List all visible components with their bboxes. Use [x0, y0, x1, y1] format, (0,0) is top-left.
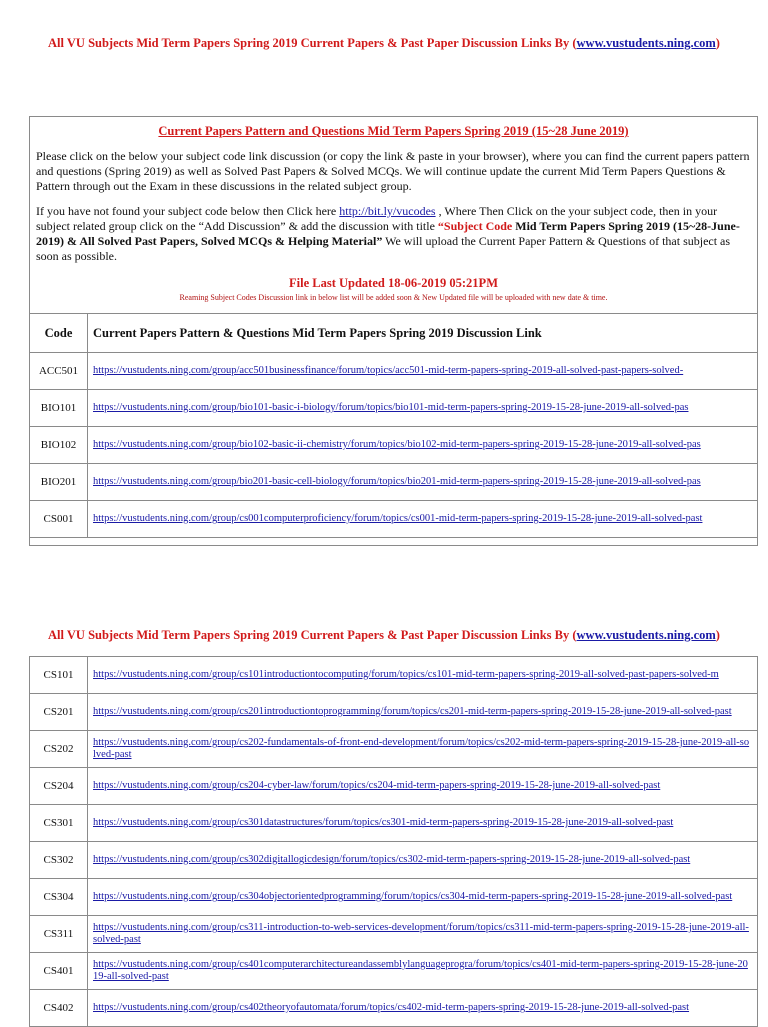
subject-code: CS204: [30, 768, 88, 805]
subject-code: CS101: [30, 657, 88, 694]
para2-title-bold: Mid Term Papers Spring 2019 (15~28-June-2019) & All Solved Past Papers, Solved MCQs & Helping Material”: [36, 219, 740, 248]
table-row: [30, 501, 758, 538]
table-row: [30, 916, 758, 953]
links-table-1: [29, 313, 758, 538]
subject-code: CS402: [30, 990, 88, 1027]
header-site-link[interactable]: www.vustudents.ning.com: [576, 36, 716, 50]
para2-subject-code: “Subject Code: [437, 219, 513, 233]
table-row: [30, 842, 758, 879]
header-site-link[interactable]: www.vustudents.ning.com: [576, 628, 716, 642]
subject-code: CS201: [30, 694, 88, 731]
subject-code: CS301: [30, 805, 88, 842]
discussion-link[interactable]: https://vustudents.ning.com/group/cs401computerarchitectureandassemblylanguageprogra/forum/topics/cs401-mid-term-papers-spring-2019-15-28-june-2019-all-solved-past: [88, 953, 758, 990]
discussion-link[interactable]: https://vustudents.ning.com/group/cs201introductiontoprogramming/forum/topics/cs201-mid-term-papers-spring-2019-15-28-june-2019-all-solved-past: [88, 694, 758, 731]
file-last-updated: File Last Updated 18-06-2019 05:21PM: [288, 276, 498, 290]
discussion-link[interactable]: https://vustudents.ning.com/group/cs402theoryofautomata/forum/topics/cs402-mid-term-papers-spring-2019-15-28-june-2019-all-solved-past: [88, 990, 758, 1027]
discussion-link[interactable]: https://vustudents.ning.com/group/cs001computerproficiency/forum/topics/cs001-mid-term-papers-spring-2019-15-28-june-2019-all-solved-past: [88, 501, 758, 538]
table-row: [30, 953, 758, 990]
table-row: [30, 427, 758, 464]
table-row: [30, 768, 758, 805]
page-header-top: [0, 36, 768, 51]
intro-paragraph-1: Please click on the below your subject code link discussion (or copy the link & paste in your browser), where you can find the current papers pattern and questions (Spring 2019) as well as Solved Past Papers & Solved MCQs. We will continue update the current Mid Term Papers Questions & Pattern through out the Exam in these discussions in the related subject group.: [36, 149, 750, 193]
discussion-link[interactable]: https://vustudents.ning.com/group/cs311-introduction-to-web-services-development/forum/topics/cs311-mid-term-papers-spring-2019-15-28-june-2019-all-solved-past: [88, 916, 758, 953]
para2-text-b: , Where Then Click on the your subject code, then in your subject related group click on the “Add Discussion” & add the discussion with title: [36, 204, 718, 233]
discussion-link[interactable]: https://vustudents.ning.com/group/bio201-basic-cell-biology/forum/topics/bio201-mid-term-papers-spring-2019-15-28-june-2019-all-solved-pas: [88, 464, 758, 501]
links-table-1-body: [30, 353, 758, 538]
table-row: [30, 353, 758, 390]
subject-code: CS401: [30, 953, 88, 990]
page-header-second: [0, 628, 768, 643]
table-row: [30, 464, 758, 501]
intro-paragraph-2: [30, 204, 757, 264]
discussion-link[interactable]: https://vustudents.ning.com/group/cs302digitallogicdesign/forum/topics/cs302-mid-term-papers-spring-2019-15-28-june-2019-all-solved-past: [88, 842, 758, 879]
subject-code: CS311: [30, 916, 88, 953]
links-table-2: [29, 656, 758, 1027]
discussion-link[interactable]: https://vustudents.ning.com/group/cs101introductiontocomputing/forum/topics/cs101-mid-term-papers-spring-2019-all-solved-past-papers-solved-m: [88, 657, 758, 694]
table-row: [30, 805, 758, 842]
discussion-link[interactable]: https://vustudents.ning.com/group/bio102-basic-ii-chemistry/forum/topics/bio102-mid-term-papers-spring-2019-15-28-june-2019-all-solved-pas: [88, 427, 758, 464]
table-row: [30, 731, 758, 768]
discussion-link[interactable]: https://vustudents.ning.com/group/acc501businessfinance/forum/topics/acc501-mid-term-papers-spring-2019-all-solved-past-papers-solved-: [88, 353, 758, 390]
discussion-link[interactable]: https://vustudents.ning.com/group/cs304objectorientedprogramming/forum/topics/cs304-mid-term-papers-spring-2019-15-28-june-2019-all-solved-past: [88, 879, 758, 916]
discussion-link[interactable]: https://vustudents.ning.com/group/bio101-basic-i-biology/forum/topics/bio101-mid-term-papers-spring-2019-15-28-june-2019-all-solved-pas: [88, 390, 758, 427]
discussion-link[interactable]: https://vustudents.ning.com/group/cs204-cyber-law/forum/topics/cs204-mid-term-papers-spring-2019-15-28-june-2019-all-solved-past: [88, 768, 758, 805]
table-row: [30, 657, 758, 694]
vucodes-link[interactable]: http://bit.ly/vucodes: [339, 204, 436, 218]
header-text: All VU Subjects Mid Term Papers Spring 2019 Current Papers & Past Paper Discussion Links By (: [48, 628, 577, 642]
header-close: ): [715, 36, 720, 50]
code-column-header: Code: [30, 314, 88, 353]
header-text: All VU Subjects Mid Term Papers Spring 2019 Current Papers & Past Paper Discussion Links By (: [48, 36, 577, 50]
subject-code: CS001: [30, 501, 88, 538]
discussion-link[interactable]: https://vustudents.ning.com/group/cs301datastructures/forum/topics/cs301-mid-term-papers-spring-2019-15-28-june-2019-all-solved-past: [88, 805, 758, 842]
subject-code: CS202: [30, 731, 88, 768]
link-column-header: Current Papers Pattern & Questions Mid Term Papers Spring 2019 Discussion Link: [88, 314, 758, 353]
para2-text-c: We will upload the Current Paper Pattern & Questions of that subject as soon as possible.: [36, 234, 731, 263]
intro-title: Current Papers Pattern and Questions Mid Term Papers Spring 2019 (15~28 June 2019): [158, 124, 629, 138]
subject-code: BIO102: [30, 427, 88, 464]
table-row: [30, 879, 758, 916]
discussion-link[interactable]: https://vustudents.ning.com/group/cs202-fundamentals-of-front-end-development/forum/topics/cs202-mid-term-papers-spring-2019-15-28-june-2019-all-solved-past: [88, 731, 758, 768]
table-row: [30, 990, 758, 1027]
subject-code: BIO101: [30, 390, 88, 427]
table-row: [30, 390, 758, 427]
para2-text-a: If you have not found your subject code below then Click here: [36, 204, 340, 218]
remaining-codes-note: Reaming Subject Codes Discussion link in below list will be added soon & New Updated file will be uploaded with new date & time.: [179, 293, 608, 302]
links-table-2-body: [30, 657, 758, 1027]
header-close: ): [715, 628, 720, 642]
subject-code: CS304: [30, 879, 88, 916]
subject-code: BIO201: [30, 464, 88, 501]
subject-code: CS302: [30, 842, 88, 879]
table-row: [30, 694, 758, 731]
subject-code: ACC501: [30, 353, 88, 390]
